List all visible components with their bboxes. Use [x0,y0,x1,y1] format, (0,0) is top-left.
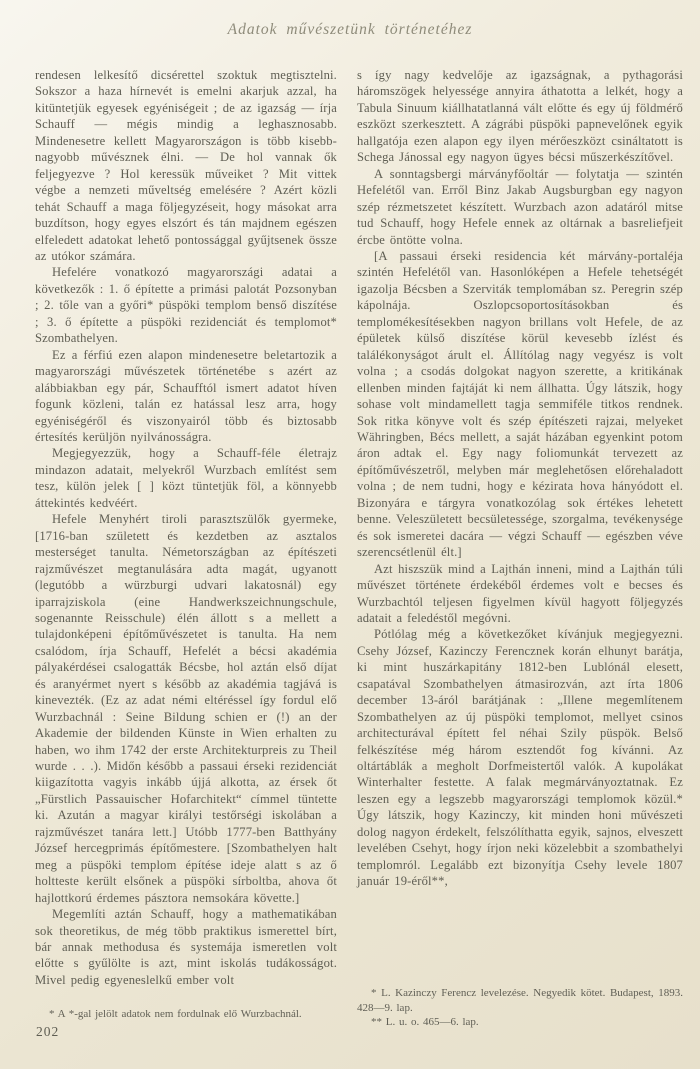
left-footnote [35,1007,341,1022]
paragraph: A sonntagsbergi márványfőoltár — folytatja — szintén Hefelétől van. Erről Binz Jakab Augsburgban egy nagyon szép rézmetszetet készített. Wurzbach azon adatáról mitse tud Schauff, hogy Hefele ennek az oltárnak a basreliefjeit ércbe öntötte volna. [357,166,683,247]
paragraph: s így nagy kedvelője az igazságnak, a pythagorási háromszögek helyessége annyira áthatotta a lelkét, hogy a Tabula Sinuum kiállhatatlanná vált előtte és egy új földmérő eszközt szerkesztett. A zágrábi püspöki papnevelőnek egyik hallgatója ezen alapon egy ilyen mérőeszközt csináltatott is Schega Jánossal egy nagyon ügyes bécsi műszerkészítővel. [357,68,683,165]
paragraph: Pótlólag még a következőket kívánjuk megjegyezni. Csehy József, Kazinczy Ferencznek korán elhunyt barátja, ki mint huszárkapitány 1812-ben Lublónál elesett, csapatával Szombathelyen átmasirozván, azt írta 1806 december 13-áról barátjának : „Illene megemlítenem Szombathelyen az új püspöki templomot, mellyet csinos architecturával épített fel néhai Szily püspök. Belső felkészítése még három esztendőt fog kívánni. Az oltártáblák a megholt Dorfmeistertől valók. A kupolákat Winterhalter festette. A falak megmárványoztatnak. Ez leszen egy a legszebb magyarországi templomok közül.* Úgy látszik, hogy Kazinczy, kit minden honi művészeti dolog nagyon érdekelt, felszólíthatta egyik, sajnos, elveszett levelében Csehyt, hogy írjon neki közelebbit a szombathelyi templomról. Legalább ezt bizonyítja Csehy levele 1807 január 19-éről**, [357,627,683,889]
right-column [357,67,683,890]
footnote-text: * A *-gal jelölt adatok nem fordulnak elő Wurzbachnál. [49,1008,302,1020]
paragraph: Azt hiszszük mind a Lajthán inneni, mind a Lajthán túli művészet története érdekéből érdemes volt e becses és Wurzbachtól teljesen figyelmen kívül hagyott följegyzés adatait a feledéstől megóvni. [357,561,683,625]
page-number: 202 [36,1024,60,1039]
paragraph: Megemlíti aztán Schauff, hogy a mathematikában sok theoretikus, de még több praktikus ismerettel bírt, bár annak methodusa és systemája ismeretlen volt előtte s gyűlölte is azt, mint iskolás tudákosságot. Mivel pedig egyeneslelkű ember volt [35,907,337,987]
paragraph: Megjegyezzük, hogy a Schauff-féle életrajz mindazon adatait, melyekről Wurzbach említést sem tesz, külön jelek [ ] közt tüntetjük föl, a könnyebb áttekintés kedvéért. [35,446,337,510]
paragraph: Hefelére vonatkozó magyarországi adatai a következők : 1. ő építette a primási palotát Pozsonyban ; 2. tőle van a győri* püspöki templom benső diszítése ; 3. ő építette a püspöki rezidenciát és templomot* Szombathelyen. [35,265,337,346]
footnote-text: * L. Kazinczy Ferencz levelezése. Negyedik kötet. Budapest, 1893. 428—9. lap. [357,987,683,1014]
running-header: Adatok művészetünk történetéhez [227,21,473,38]
paragraph: Ez a férfiú ezen alapon mindenesetre beletartozik a magyarországi művészetek történetébe s azért az alábbiakban egy pár, Schaufftól ismert adatot híven fogunk közleni, talán ez hatással lesz arra, hogy egyéniségéről és viszonyairól több és biztosabb értesítés kerüljön nyilvánosságra. [35,347,337,444]
left-column [35,67,337,988]
paragraph: Hefele Menyhért tiroli parasztszülők gyermeke, [1716-ban született és kezdetben az asztalos mesterséget tanulta. Németországban az építészeti rajzművészet megtanulására adta magát, ugyanott (legutóbb a würzburgi udvari lakatosnál) egy iparrajziskola (eine Handwerkszeichnungschule, sogenannte Reisschule) élén állott s a mellett a tulajdonképeni építőművészetet is tanulta. Ha nem csalódom, írja Schauff, Hefelét a bécsi akadémia pályakérdései csalogatták Bécsbe, hol aztán első díjat és aranyérmet nyert s később az akadémia tagjává is kinevezték. (Ez az adat némi eltéréssel így fordul elő Wurzbachnál : Seine Bildung schien er (!) an der Akademie der bildenden Künste in Wien erhalten zu haben, wo ihm 1742 der erste Architekturpreis zu Theil wurde . . .). Midőn később a passaui érseki rezidenciát kiigazította vagyis inkább újjá alkotta, az érsek őt „Fürstlich Passauischer Hofarchitekt“ címmel tüntette ki. Azután a magyar királyi testőrségi iskolában a rajzművészet tanára lett.] Utóbb 1777-ben Batthyány József hercegprimás építőmestere. [Szombathelyen halt meg a püspöki templom építése ideje alatt s az ő holtteste került elsőnek a püspöki sírboltba, ahova őt hajlottkorú érdemes pásztora nemsokára követte.] [35,512,337,905]
footnote-text: ** L. u. o. 465—6. lap. [371,1016,479,1028]
right-footnotes [357,986,683,1030]
paragraph: [A passaui érseki residencia két márvány-portaléja szintén Hefelétől van. Hasonlóképen a Hefele tehetségét igazolja Bécsben a Szerviták templomában sz. Peregrin szép kápolnája. Oszlopcsoportosításokban és templomékesítésekben nagyon brillans volt Hefele, de az épületek külső diszítése körül kevesebb ízlést és találékonyságot árult el. Állítólag nagy vegyész is volt volna ; a csodás dolgokat nagyon szerette, a kritikának ellenben minden fajtáját ki nem állhatta. Úgy látszik, hogy sohase volt mindamellett tagja semmiféle titkos rendnek. Sok ritka könyve volt és szép építészeti rajzai, melyeket Währingben, Bécs mellett, a saját házában egyenkint potom áron adtak el. Egy nagy foliomunkát tervezett az építőművészetről, melyben már meglehetősen előrehaladott volna ; de nem tudni, hogy e kézirata hova hányódott el. Bizonyára e tárgyra vonatkozólag sok értékes lehetett benne. Veleszületett becsületessége, szorgalma, tevékenysége és sok ismeretei dacára — végzi Schauff — egészben véve szerencsétlenül élt.] [357,248,683,560]
paragraph: rendesen lelkesítő dicsérettel szoktuk megtisztelni. Sokszor a haza hírnevét is emelni akarjuk azzal, ha kitüntetjük egyesek egyéniségeit ; de az igazság — írja Schauff — mégis mindig a leghasznosabb. Mindenesetre kellett Magyarországon is több kisebb-nagyobb művésznek élni. — De hol vannak ők feljegyezve ? Hol keressük műveiket ? Mit vittek végbe a nemzeti műveltség emelésére ? Azért közli tehát Schauff a maga följegyzéseit, hogy másokat arra buzdítson, hogy egyes elszórt és tán majdnem egészen elfeledett adatokat lehető pontossággal gyűjtsenek össze az utókor számára. [35,68,337,263]
